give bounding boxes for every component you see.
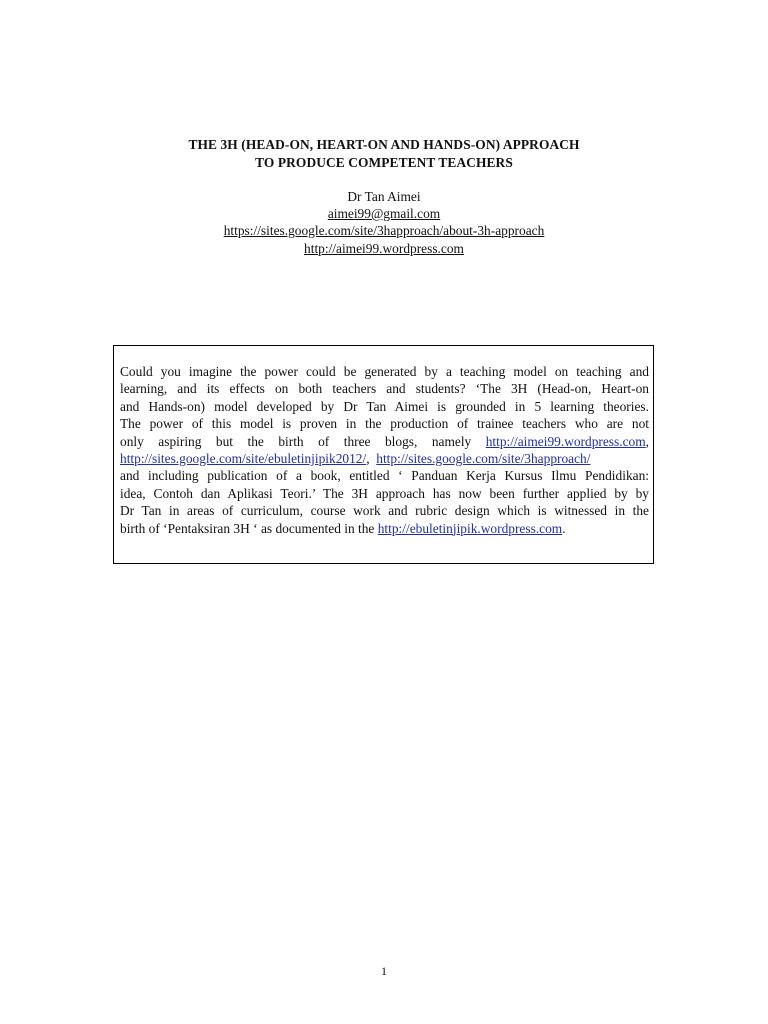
abstract-line xyxy=(120,520,649,537)
author-email[interactable] xyxy=(0,206,768,222)
abstract-line: and Hands-on) model developed by Dr Tan Aimei is grounded in 5 learning theories. xyxy=(120,398,649,414)
document-title-line-2: TO PRODUCE COMPETENT TEACHERS xyxy=(255,155,513,170)
abstract-line-text: birth of ‘Pentaksiran 3H ‘ as documented in the xyxy=(120,520,378,536)
abstract-line: Dr Tan in areas of curriculum, course work and rubric design which is witnessed in the xyxy=(120,503,649,519)
site-url[interactable] xyxy=(0,223,768,239)
3happroach-site-link[interactable]: http://sites.google.com/site/3happroach/ xyxy=(376,450,591,466)
author-name: Dr Tan Aimei xyxy=(347,189,421,204)
abstract-line-text: only aspiring but the birth of three blogs, namely xyxy=(120,433,486,449)
ebuletinjipik-blog-link[interactable]: http://ebuletinjipik.wordpress.com xyxy=(377,520,563,536)
aimei99-blog-link[interactable]: http://aimei99.wordpress.com xyxy=(485,433,646,449)
abstract-line: The power of this model is proven in the production of trainee teachers who are not xyxy=(120,416,649,432)
abstract-punctuation: , xyxy=(645,433,649,449)
document-title-line-1: THE 3H (HEAD-ON, HEART-ON AND HANDS-ON) APPROACH xyxy=(188,137,580,152)
page-number: 1 xyxy=(381,964,387,978)
abstract-line: and including publication of a book, entitled ‘ Panduan Kerja Kursus Ilmu Pendidikan: xyxy=(120,468,649,484)
ebuletinjipik2012-site-link[interactable]: http://sites.google.com/site/ebuletinjipik2012/ xyxy=(120,450,367,466)
abstract-punctuation: . xyxy=(562,520,566,536)
blog-url-link[interactable]: http://aimei99.wordpress.com xyxy=(304,241,464,256)
abstract-punctuation: , xyxy=(366,450,377,466)
site-url-link[interactable]: https://sites.google.com/site/3happroach/about-3h-approach xyxy=(223,223,545,238)
abstract-line xyxy=(120,433,649,450)
abstract-line: learning, and its effects on both teachers and students? ‘The 3H (Head-on, Heart-on xyxy=(120,381,649,397)
abstract-line xyxy=(120,450,649,467)
abstract-box xyxy=(113,345,654,564)
blog-url[interactable] xyxy=(0,241,768,257)
abstract-line: idea, Contoh dan Aplikasi Teori.’ The 3H approach has now been further applied by by xyxy=(120,485,649,501)
abstract-line: Could you imagine the power could be generated by a teaching model on teaching and xyxy=(120,364,649,379)
abstract-text xyxy=(120,363,649,537)
author-email-link[interactable]: aimei99@gmail.com xyxy=(327,206,441,221)
